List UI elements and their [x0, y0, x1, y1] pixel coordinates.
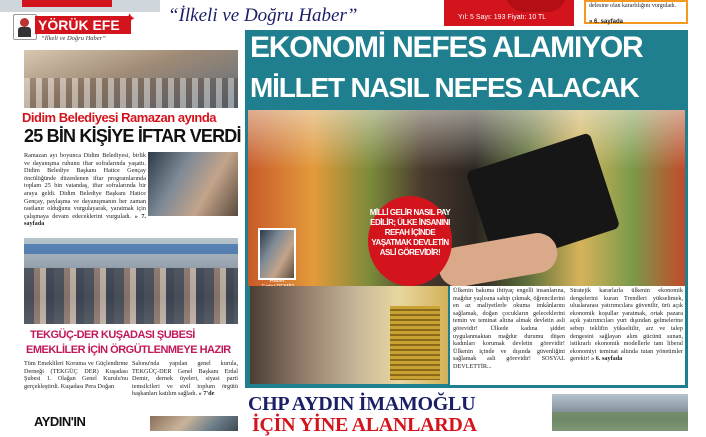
tekguc-group-photo: [24, 238, 238, 324]
main-headline-1[interactable]: EKONOMİ NEFES ALAMIYOR: [250, 31, 643, 64]
top-right-box-ref: » 6. sayfada: [589, 19, 624, 25]
story1-body-text: Ramazan ayı boyunca Didim Belediyesi, birlik ve dayanışma ruhunu iftar sofralarında yaşattı. Didim Belediye Başkanı Hatice Gençay öncülüğünde düzenlenen iftar programlarında toplam 25 bin vatandaş, iftar sofralarında bir araya geldi. Didim Belediye Başkanı Hatice Gençay, paylaşma ve dayanışmanın her zaman rastlanır olduğunu vurgulayarak, yaratmak için çalışmaya devam edeceklerini vurguladı.: [24, 152, 146, 220]
main-headline-2[interactable]: MİLLET NASIL NEFES ALACAK: [250, 72, 639, 103]
story2-ref[interactable]: » 7'de: [198, 390, 215, 398]
bottom-main-headline-1[interactable]: CHP AYDIN İMAMOĞLU: [248, 393, 476, 415]
issue-info-bar: [444, 0, 574, 26]
logo[interactable]: [11, 12, 135, 48]
story2-col2: [132, 360, 238, 406]
bottom-left-headline[interactable]: AYDIN'IN: [34, 414, 86, 429]
logo-star-icon: ✦: [123, 11, 137, 28]
logo-text: YÖRÜK EFE: [38, 17, 120, 33]
story1-ref[interactable]: » 7. sayfada: [24, 212, 146, 228]
logo-icon: [13, 14, 37, 40]
hand-shape: [435, 230, 560, 290]
main-ref[interactable]: » 6. sayfada: [591, 355, 623, 363]
bottom-left-photo: [150, 416, 238, 431]
iftar-photo: [24, 50, 238, 108]
bottom-main-headline-2[interactable]: İÇİN YİNE ALANLARDA: [252, 414, 477, 436]
issue-red-shape: [506, 0, 566, 12]
mayor-photo: [148, 152, 238, 216]
coin-stacks: [390, 306, 440, 380]
bottom-right-photo: [552, 394, 688, 431]
main-col1: Ülkenin bakıma ihtiyaç engelli insanlarına, mağdur yaşlısına sahip çıkmak, öğrencilerini en az maliyetlerle okuma imkânlarını sağlamak, doğan çocukların geleceklerini temin ve teminat altına almak devletin asli görevidir! Ülkede kadına şiddet uygulanmaktan mağdur durumu düşen kadınları korumak devletin görevidir! Ülkenin içinde ve dışında güvenliğini sağlamak asli görevidir! SOSYAL DEVLETTİR...: [453, 287, 565, 370]
main-col2-text: Stratejik kararlarla ülkenin ekonomik dengelerini kuran Trendleri yükseltmek, uluslararası yatırımcılara güvenilir, ürü açık ekonomik koşullar yaratmak, ortak pazara açık yatırımcıları yurt dışından gelmelerine sebep teklifin yükseltilir, arz ve talep dengesini sağlayan alım gücünü sunan, istikrarlı ekonomik modellerle tam liberal ekonomiyi teminat altında tutan yönetimler gerekir!: [570, 287, 683, 363]
story1-body: [24, 152, 146, 236]
main-col2: [570, 287, 683, 384]
masthead-red-bar: [22, 0, 112, 7]
story1-headline-2[interactable]: 25 BİN KİŞİYE İFTAR VERDİ: [24, 126, 241, 146]
byline-label: Haber:: [269, 278, 287, 284]
worried-man-photo: [250, 286, 448, 384]
byline-photo: [258, 228, 296, 280]
red-quote: MİLLİ GELİR NASIL PAY EDİLİR; ÜLKE İNSANINI REFAH İÇİNDE YAŞATMAK DEVLETİN ASLİ GÖREVİDİR!: [369, 208, 451, 257]
logo-text-bar: [35, 16, 131, 34]
top-right-box[interactable]: [584, 0, 688, 24]
story2-headline-2[interactable]: EMEKLİLER İÇİN ÖRGÜTLENMEYE HAZIR: [26, 344, 231, 356]
story1-headline-1[interactable]: Didim Belediyesi Ramazan ayında: [22, 110, 217, 125]
market-photo: [248, 110, 685, 286]
story2-col2-text: Salonu'nda yapılan genel kurula, TEKGÜÇ-DER Genel Başkanı Erdal Demir, dernek üyeleri, siyasi parti temsilcileri ve sivil toplum örgütü başkanları katılım sağladı.: [132, 360, 238, 398]
story2-headline-1[interactable]: TEKGÜÇ-DER KUŞADASI ŞUBESİ: [30, 329, 195, 341]
logo-subtitle: “İlkeli ve Doğru Haber”: [41, 35, 106, 42]
slogan: “İlkeli ve Doğru Haber”: [168, 5, 358, 26]
issue-info: Yıl: 5 Sayı: 193 Fiyatı: 10 TL: [458, 14, 547, 21]
story2-col1: Tüm Emeklileri Koruma ve Güçlendirme Derneği (TEKGÜÇ DER) Kuşadası Şubesi 1. Olağan Genel Kurulu'nu gerçekleştirdi. Kuşadası Pera Doğan: [24, 360, 128, 390]
top-right-box-text: delesine olan kararlılığını vurguladı.: [589, 3, 677, 9]
